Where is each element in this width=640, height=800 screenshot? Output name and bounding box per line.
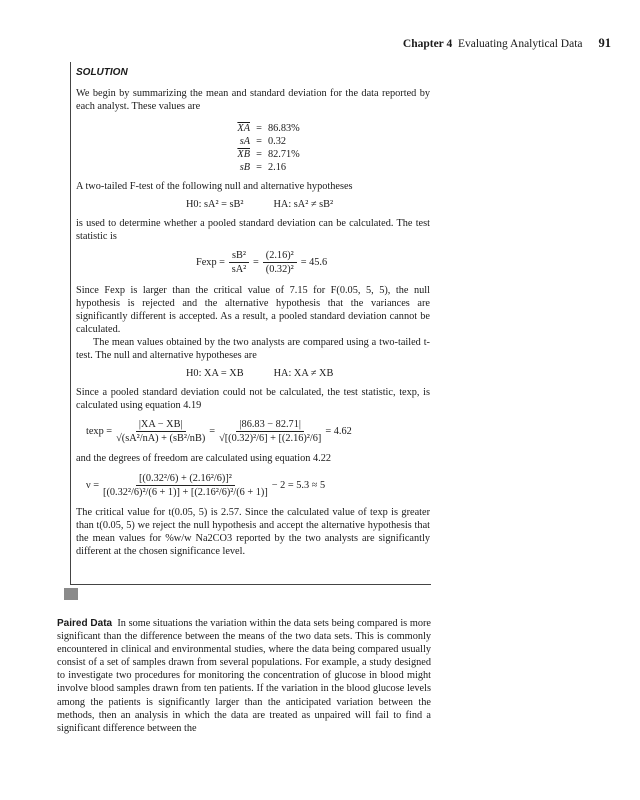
fexp-den2: (0.32)² xyxy=(265,264,294,275)
value-rhs: 2.16 xyxy=(268,162,287,173)
paragraph-ftest: A two-tailed F-test of the following null and alternative hypotheses xyxy=(76,181,353,192)
hypotheses-variance xyxy=(186,198,430,211)
value-row: sA = 0.32 xyxy=(228,135,430,148)
paragraph-dof: and the degrees of freedom are calculated using equation 4.22 xyxy=(76,453,332,464)
value-lhs: sA xyxy=(239,136,250,147)
t-statistic-equation: texp = $\frac{|XA - XB|}{\text{√(sA²/nA) + (sB²/nB)}}$ = $\frac{|86.83 - 82.71|}{\text{√[(0.32)²/6] + [(2.16)²/6]}}$ = 4.62 xyxy=(86,419,352,444)
alt-hypothesis: HA: XA ≠ XB xyxy=(273,368,334,379)
fexp-num2: (2.16)² xyxy=(263,249,297,263)
fexp-den1: sA² xyxy=(231,264,247,275)
value-lhs: sB xyxy=(239,162,250,173)
texp-den1: √(sA²/nA) + (sB²/nB) xyxy=(116,433,206,444)
paragraph-intro: We begin by summarizing the mean and standard deviation for the data reported by each analyst. These values are xyxy=(76,88,430,112)
paragraph-pooled: is used to determine whether a pooled standard deviation can be calculated. The test statistic is xyxy=(76,218,430,242)
null-hypothesis: H0: XA = XB xyxy=(186,368,244,379)
solution-label: SOLUTION xyxy=(76,67,128,78)
value-row: $\overline{XA}$ = 86.83% xyxy=(228,122,430,135)
paired-data-heading: Paired Data xyxy=(57,618,113,629)
section-marker xyxy=(64,588,78,600)
chapter-label: Chapter 4 xyxy=(402,38,453,50)
texp-lhs: texp = xyxy=(86,426,113,437)
paragraph-ftest-result: Since Fexp is larger than the critical value of 7.15 for F(0.05, 5, 5), the null hypothesis is rejected and the alternative hypothesis that the variances are significantly different is accepted. As a result, a pooled standard deviation cannot be calculated. xyxy=(76,285,430,335)
texp-result: = 4.62 xyxy=(325,426,352,437)
f-statistic-equation: Fexp = $\frac{\text{sB²}}{\text{sA²}}$ = $\frac{\text{(2.16)²}}{\text{(0.32)²}}$ = 45.6 xyxy=(196,250,328,275)
chapter-title: Evaluating Analytical Data xyxy=(457,38,583,50)
paragraph-conclusion: The critical value for t(0.05, 5) is 2.57. Since the calculated value of texp is greater than t(0.05, 5) we reject the null hypothesis and accept the alternative hypothesis that the mean values for %w/w Na2CO3 reported by the two analysts are significantly different at the chosen significance level. xyxy=(76,507,430,557)
summary-values xyxy=(228,122,430,174)
fexp-num1: sB² xyxy=(229,249,249,263)
null-hypothesis: H0: sA² = sB² xyxy=(186,199,244,210)
texp-num2: |86.83 − 82.71| xyxy=(236,418,303,432)
nu-den: [(0.32²/6)²/(6 + 1)] + [(2.16²/6)²/(6 + 1)] xyxy=(103,487,268,498)
nu-lhs: ν = xyxy=(86,480,100,491)
paired-data-section xyxy=(57,617,431,735)
value-row: $\overline{XB}$ = 82.71% xyxy=(228,148,430,161)
dof-equation xyxy=(86,472,430,499)
paragraph-texp: Since a pooled standard deviation could not be calculated, the test statistic, texp, is calculated using equation 4.19 xyxy=(76,387,430,411)
paragraph-ttest: The mean values obtained by the two analysts are compared using a two-tailed t-test. The null and alternative hypotheses are xyxy=(76,337,430,361)
value-lhs: $\overline{XA}$ xyxy=(237,123,250,134)
fexp-result: = 45.6 xyxy=(300,257,328,268)
value-rhs: 86.83% xyxy=(268,123,300,134)
value-rhs: 0.32 xyxy=(268,136,287,147)
hypotheses-means xyxy=(186,367,430,380)
nu-num: [(0.32²/6) + (2.16²/6)]² xyxy=(136,472,235,486)
solution-content xyxy=(76,63,430,558)
running-header xyxy=(403,36,611,51)
nu-result: − 2 = 5.3 ≈ 5 xyxy=(271,480,326,491)
value-lhs: $\overline{XB}$ xyxy=(237,149,250,160)
texp-den2: √[(0.32)²/6] + [(2.16)²/6] xyxy=(219,433,322,444)
value-row: sB = 2.16 xyxy=(228,161,430,174)
texp-num1: |XA − XB| xyxy=(136,418,186,432)
value-rhs: 82.71% xyxy=(268,149,300,160)
fexp-lhs: Fexp = xyxy=(196,257,225,268)
page-number: 91 xyxy=(598,36,611,50)
alt-hypothesis: HA: sA² ≠ sB² xyxy=(273,199,334,210)
paired-data-text: In some situations the variation within the data sets being compared is more significant than the difference between the means of the two data sets. This is commonly encountered in clinical and environmental studies, where the data being compared usually consist of a set of samples drawn from several populations. For example, a study designed to investigate two procedures for monitoring the concentration of glucose in blood might involve blood samples drawn from ten patients. If the variation in the blood glucose levels among the patients is significantly larger than the anticipated variation between the methods, then an analysis in which the data are treated as unpaired will fail to find a significant difference between the xyxy=(57,618,431,734)
